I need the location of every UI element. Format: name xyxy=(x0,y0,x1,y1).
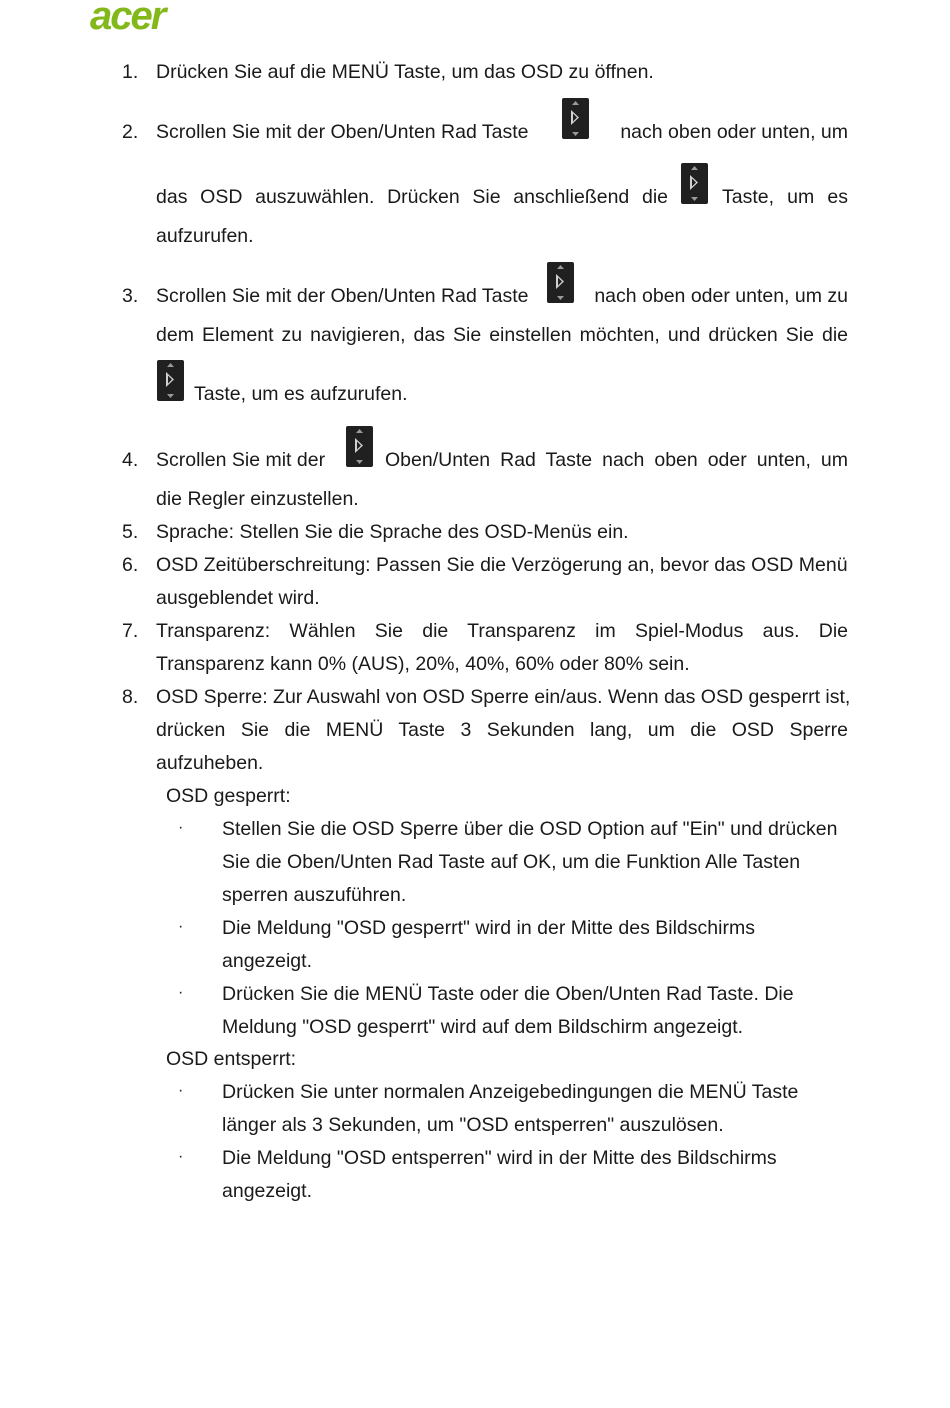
bullet-text: Stellen Sie die OSD Sperre über die OSD Option auf "Ein" und drücken xyxy=(222,818,838,840)
bullet-text: Die Meldung "OSD gesperrt" wird in der Mitte des Bildschirms xyxy=(222,917,755,939)
wheel-key-icon xyxy=(346,426,373,467)
bullet: · xyxy=(178,1148,184,1165)
item-number: 4. xyxy=(122,449,139,471)
bullet: · xyxy=(178,918,184,935)
item-text: Scrollen Sie mit der xyxy=(156,449,326,471)
unlocked-heading: OSD entsperrt: xyxy=(166,1048,297,1070)
svg-text:acer: acer xyxy=(90,0,165,34)
item-text: Oben/Unten Rad Taste nach oben oder unten, um xyxy=(385,449,848,471)
bullet-text: angezeigt. xyxy=(222,1180,312,1202)
locked-heading: OSD gesperrt: xyxy=(166,785,291,807)
item-number: 8. xyxy=(122,686,139,708)
bullet-text: Die Meldung "OSD entsperren" wird in der Mitte des Bildschirms xyxy=(222,1147,777,1169)
acer-logo xyxy=(90,0,216,34)
wheel-key-icon xyxy=(157,360,184,401)
item-text: nach oben oder unten, um zu xyxy=(594,285,848,307)
wheel-key-icon xyxy=(562,98,589,139)
item-text: die Regler einzustellen. xyxy=(156,488,359,510)
item-text: dem Element zu navigieren, das Sie einstellen möchten, und drücken Sie die xyxy=(156,324,848,346)
item-text: Transparenz: Wählen Sie die Transparenz im Spiel-Modus aus. Die xyxy=(156,620,848,642)
item-text: aufzuheben. xyxy=(156,752,264,774)
item-text: OSD Sperre: Zur Auswahl von OSD Sperre ein/aus. Wenn das OSD gesperrt ist, xyxy=(156,686,851,708)
item-text: das OSD auszuwählen. Drücken Sie anschließend die xyxy=(156,186,668,208)
bullet-text: Meldung "OSD gesperrt" wird auf dem Bildschirm angezeigt. xyxy=(222,1016,744,1038)
item-number: 5. xyxy=(122,521,139,543)
item-number: 2. xyxy=(122,121,139,143)
item-number: 3. xyxy=(122,285,139,307)
item-number: 7. xyxy=(122,620,139,642)
item-text: Transparenz kann 0% (AUS), 20%, 40%, 60% oder 80% sein. xyxy=(156,653,690,675)
item-text: aufzurufen. xyxy=(156,225,254,247)
item-text: Drücken Sie auf die MENÜ Taste, um das OSD zu öffnen. xyxy=(156,61,654,83)
bullet-text: Sie die Oben/Unten Rad Taste auf OK, um die Funktion Alle Tasten xyxy=(222,851,801,873)
item-text: Taste, um es aufzurufen. xyxy=(194,383,408,405)
item-text: drücken Sie die MENÜ Taste 3 Sekunden lang, um die OSD Sperre xyxy=(156,719,848,741)
item-text: Scrollen Sie mit der Oben/Unten Rad Taste xyxy=(156,285,529,307)
item-text: Sprache: Stellen Sie die Sprache des OSD-Menüs ein. xyxy=(156,521,629,543)
bullet-text: länger als 3 Sekunden, um "OSD entsperren" auszulösen. xyxy=(222,1114,724,1136)
item-number: 1. xyxy=(122,61,139,83)
bullet: · xyxy=(178,819,184,836)
bullet-text: Drücken Sie unter normalen Anzeigebedingungen die MENÜ Taste xyxy=(222,1081,799,1103)
bullet-text: sperren auszuführen. xyxy=(222,884,407,906)
bullet-text: angezeigt. xyxy=(222,950,312,972)
bullet: · xyxy=(178,984,184,1001)
bullet-text: Drücken Sie die MENÜ Taste oder die Oben/Unten Rad Taste. Die xyxy=(222,983,794,1005)
item-text: Scrollen Sie mit der Oben/Unten Rad Taste xyxy=(156,121,529,143)
item-text: ausgeblendet wird. xyxy=(156,587,320,609)
wheel-key-icon xyxy=(681,163,708,204)
bullet: · xyxy=(178,1082,184,1099)
item-text: Taste, um es xyxy=(722,186,848,208)
item-text: nach oben oder unten, um xyxy=(620,121,848,143)
item-number: 6. xyxy=(122,554,139,576)
item-text: OSD Zeitüberschreitung: Passen Sie die Verzögerung an, bevor das OSD Menü xyxy=(156,554,848,576)
wheel-key-icon xyxy=(547,262,574,303)
